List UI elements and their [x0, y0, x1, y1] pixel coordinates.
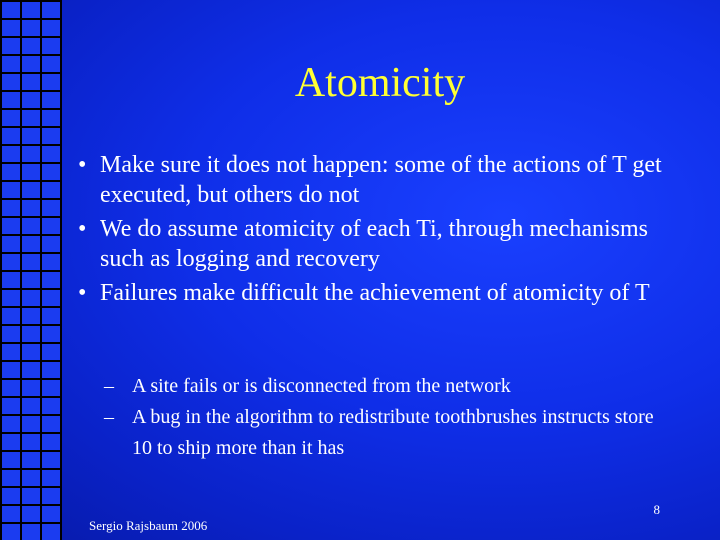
footer-author: Sergio Rajsbaum 2006 [89, 518, 208, 533]
page-number: 8 [653, 502, 660, 517]
sub-bullet-text: A bug in the algorithm to redistribute toothbrushes instructs store 10 to ship more than it has [132, 406, 654, 459]
sub-bullet-text: A site fails or is disconnected from the network [132, 375, 511, 397]
bullet-text: Failures make difficult the achievement of atomicity of T [100, 280, 650, 306]
bullet-item [74, 278, 674, 308]
bullet-item [74, 214, 674, 274]
bullet-text: We do assume atomicity of each Ti, through mechanisms such as logging and recovery [100, 216, 648, 272]
sub-bullet-marker: – [104, 406, 114, 428]
sub-bullet-item [104, 371, 664, 402]
slide-title: Atomicity [294, 60, 466, 106]
bullet-marker: • [78, 280, 87, 306]
decorative-grid-strip [0, 0, 62, 540]
sub-bullet-marker: – [104, 375, 114, 397]
bullet-marker: • [78, 152, 87, 178]
bullet-text: Make sure it does not happen: some of the actions of T get executed, but others do not [100, 152, 662, 208]
sub-bullet-item [104, 402, 664, 464]
bullet-marker: • [78, 216, 87, 242]
sub-bullet-list [104, 371, 664, 464]
bullet-item [74, 150, 674, 210]
bullet-list [74, 150, 674, 312]
